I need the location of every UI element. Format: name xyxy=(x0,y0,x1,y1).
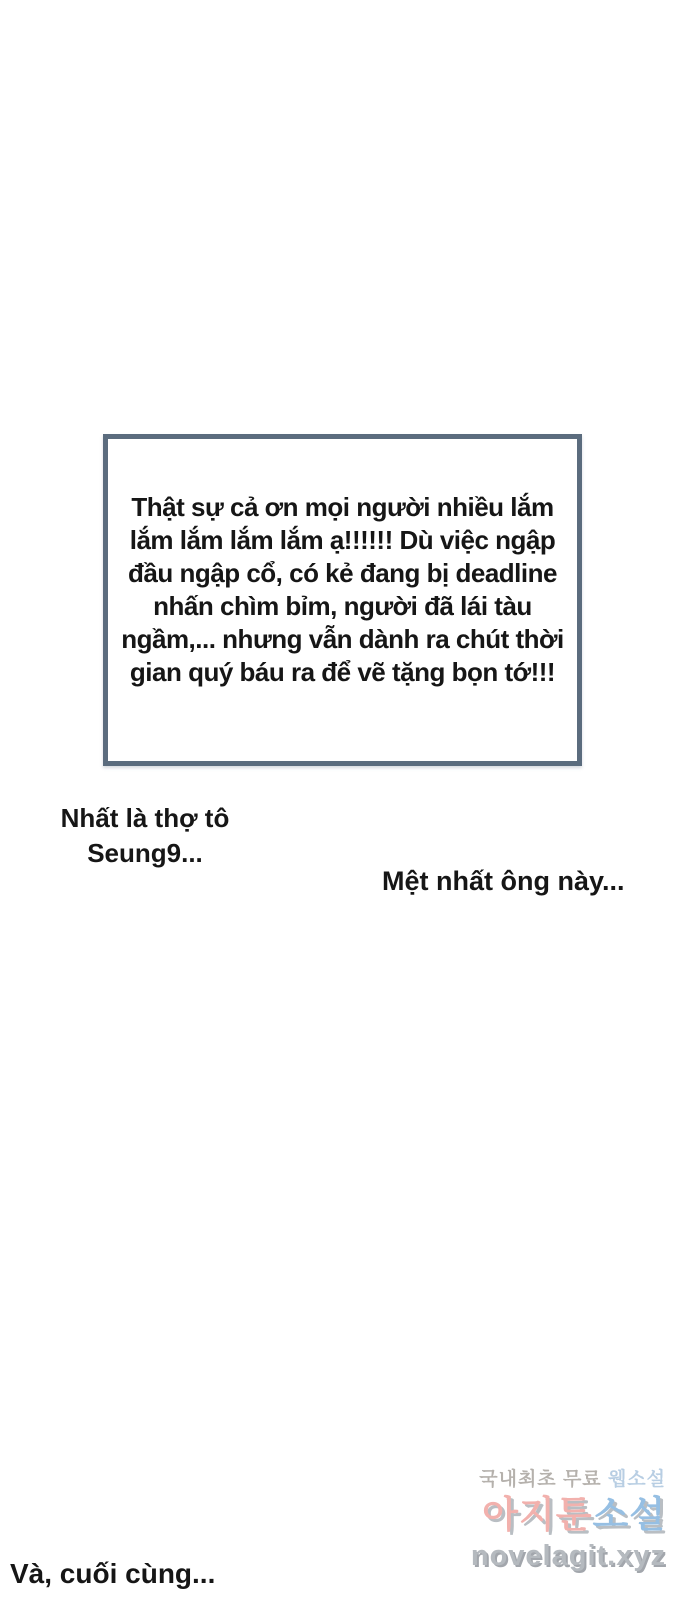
watermark-sitename-blue: 소설 xyxy=(592,1494,666,1535)
finally-caption: Và, cuối cùng... xyxy=(10,1558,216,1589)
thank-you-panel xyxy=(103,434,582,766)
thank-you-text xyxy=(113,491,573,689)
watermark-tagline-gray: 국내최초 무료 xyxy=(479,1469,608,1490)
colorist-caption-line-2: Seung9... xyxy=(87,838,203,868)
panel-line-1: Thật sự cả ơn mọi người nhiều lắm xyxy=(131,492,554,522)
watermark-site-name-korean xyxy=(471,1496,666,1533)
site-watermark xyxy=(471,1470,666,1571)
colorist-caption xyxy=(60,801,230,871)
watermark-site-url: novelagit.xyz xyxy=(470,1540,666,1572)
watermark-korean-tagline xyxy=(471,1470,666,1489)
colorist-caption-line-1: Nhất là thợ tô xyxy=(60,803,230,833)
watermark-sitename-pink: 아지툰 xyxy=(482,1494,593,1535)
tired-caption: Mệt nhất ông này... xyxy=(382,866,625,896)
panel-line-5: ngầm,... nhưng vẫn dành ra chút thời xyxy=(121,624,564,654)
panel-line-3: đầu ngập cổ, có kẻ đang bị deadline xyxy=(128,558,557,588)
panel-line-6: gian quý báu ra để vẽ tặng bọn tớ!!! xyxy=(129,657,556,687)
panel-line-4: nhấn chìm bỉm, người đã lái tàu xyxy=(153,591,532,621)
watermark-tagline-blue: 웹소설 xyxy=(607,1469,666,1490)
panel-line-2: lắm lắm lắm lắm ạ!!!!!! Dù việc ngập xyxy=(129,525,556,555)
